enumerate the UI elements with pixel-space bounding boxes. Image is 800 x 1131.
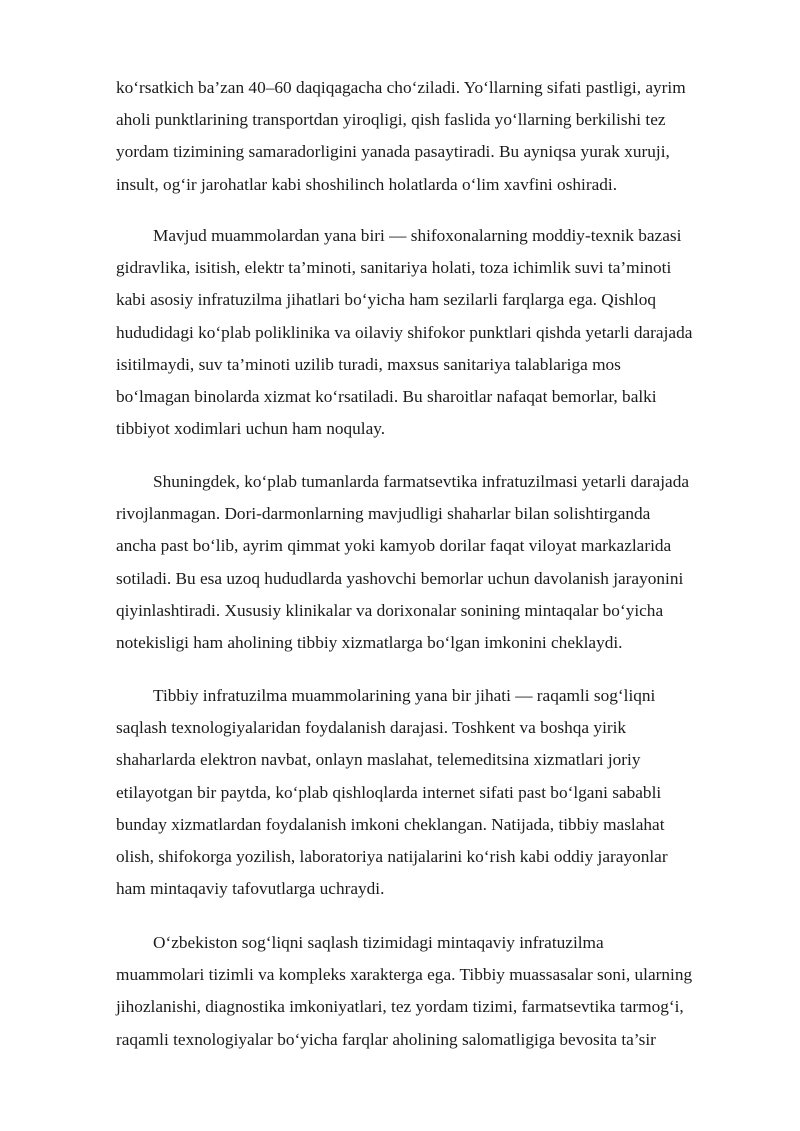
text-line: isitilmaydi, suv ta’minoti uzilib turadi, maxsus sanitariya talablariga mos [116, 354, 621, 374]
text-line: hududidagi ko‘plab poliklinika va oilaviy shifokor punktlari qishda yetarli darajada [116, 322, 693, 342]
text-line: ham mintaqaviy tafovutlarga uchraydi. [116, 879, 385, 899]
text-line: sotiladi. Bu esa uzoq hududlarda yashovchi bemorlar uchun davolanish jarayonini [116, 568, 684, 588]
text-line: bo‘lmagan binolarda xizmat ko‘rsatiladi. Bu sharoitlar nafaqat bemorlar, balki [116, 387, 657, 407]
text-line: ancha past bo‘lib, ayrim qimmat yoki kamyob dorilar faqat viloyat markazlarida [116, 536, 672, 556]
text-line: raqamli texnologiyalar bo‘yicha farqlar aholining salomatligiga bevosita ta’sir [116, 1029, 656, 1049]
text-line: muammolari tizimli va kompleks xarakterga ega. Tibbiy muassasalar soni, ularning [116, 965, 693, 985]
text-line: notekisligi ham aholining tibbiy xizmatlarga bo‘lgan imkonini cheklaydi. [116, 633, 623, 653]
text-line: Shuningdek, ko‘plab tumanlarda farmatsevtika infratuzilmasi yetarli darajada [153, 472, 690, 491]
text-line: Tibbiy infratuzilma muammolarining yana bir jihati — raqamli sog‘liqni [153, 686, 656, 705]
paragraph-4 [116, 680, 742, 905]
text-line: yordam tizimining samaradorligini yanada pasaytiradi. Bu ayniqsa yurak xuruji, [116, 142, 670, 162]
text-line: aholi punktlarining transportdan yiroqligi, qish faslida yo‘llarning berkilishi tez [116, 110, 666, 130]
text-line: O‘zbekiston sog‘liqni saqlash tizimidagi mintaqaviy infratuzilma [153, 933, 604, 952]
paragraph-1 [116, 72, 742, 201]
text-line: tibbiyot xodimlari uchun ham noqulay. [116, 419, 386, 439]
text-line: saqlash texnologiyalaridan foydalanish darajasi. Toshkent va boshqa yirik [116, 718, 627, 738]
text-line: bunday xizmatlardan foydalanish imkoni cheklangan. Natijada, tibbiy maslahat [116, 814, 665, 834]
text-line: olish, shifokorga yozilish, laboratoriya natijalarini ko‘rish kabi oddiy jarayonlar [116, 847, 668, 867]
text-line: insult, og‘ir jarohatlar kabi shoshilinch holatlarda o‘lim xavfini oshiradi. [116, 174, 618, 194]
paragraph-5 [116, 927, 742, 1056]
text-line: jihozlanishi, diagnostika imkoniyatlari, tez yordam tizimi, farmatsevtika tarmog‘i, [116, 997, 684, 1017]
text-line: etilayotgan bir paytda, ko‘plab qishloqlarda internet sifati past bo‘lgani sababli [116, 782, 662, 802]
text-line: shaharlarda elektron navbat, onlayn maslahat, telemeditsina xizmatlari joriy [116, 750, 641, 770]
text-line: gidravlika, isitish, elektr ta’minoti, sanitariya holati, toza ichimlik suvi ta’minoti [116, 258, 672, 278]
text-line: qiyinlashtiradi. Xususiy klinikalar va dorixonalar sonining mintaqalar bo‘yicha [116, 600, 664, 620]
paragraph-2 [116, 220, 742, 445]
text-line: ko‘rsatkich ba’zan 40–60 daqiqagacha cho‘ziladi. Yo‘llarning sifati pastligi, ayrim [116, 78, 686, 97]
text-line: Mavjud muammolardan yana biri — shifoxonalarning moddiy-texnik bazasi [153, 226, 682, 245]
text-line: rivojlanmagan. Dori-darmonlarning mavjudligi shaharlar bilan solishtirganda [116, 504, 651, 524]
text-line: kabi asosiy infratuzilma jihatlari bo‘yicha ham sezilarli farqlarga ega. Qishloq [116, 290, 657, 310]
paragraph-3 [116, 466, 742, 659]
